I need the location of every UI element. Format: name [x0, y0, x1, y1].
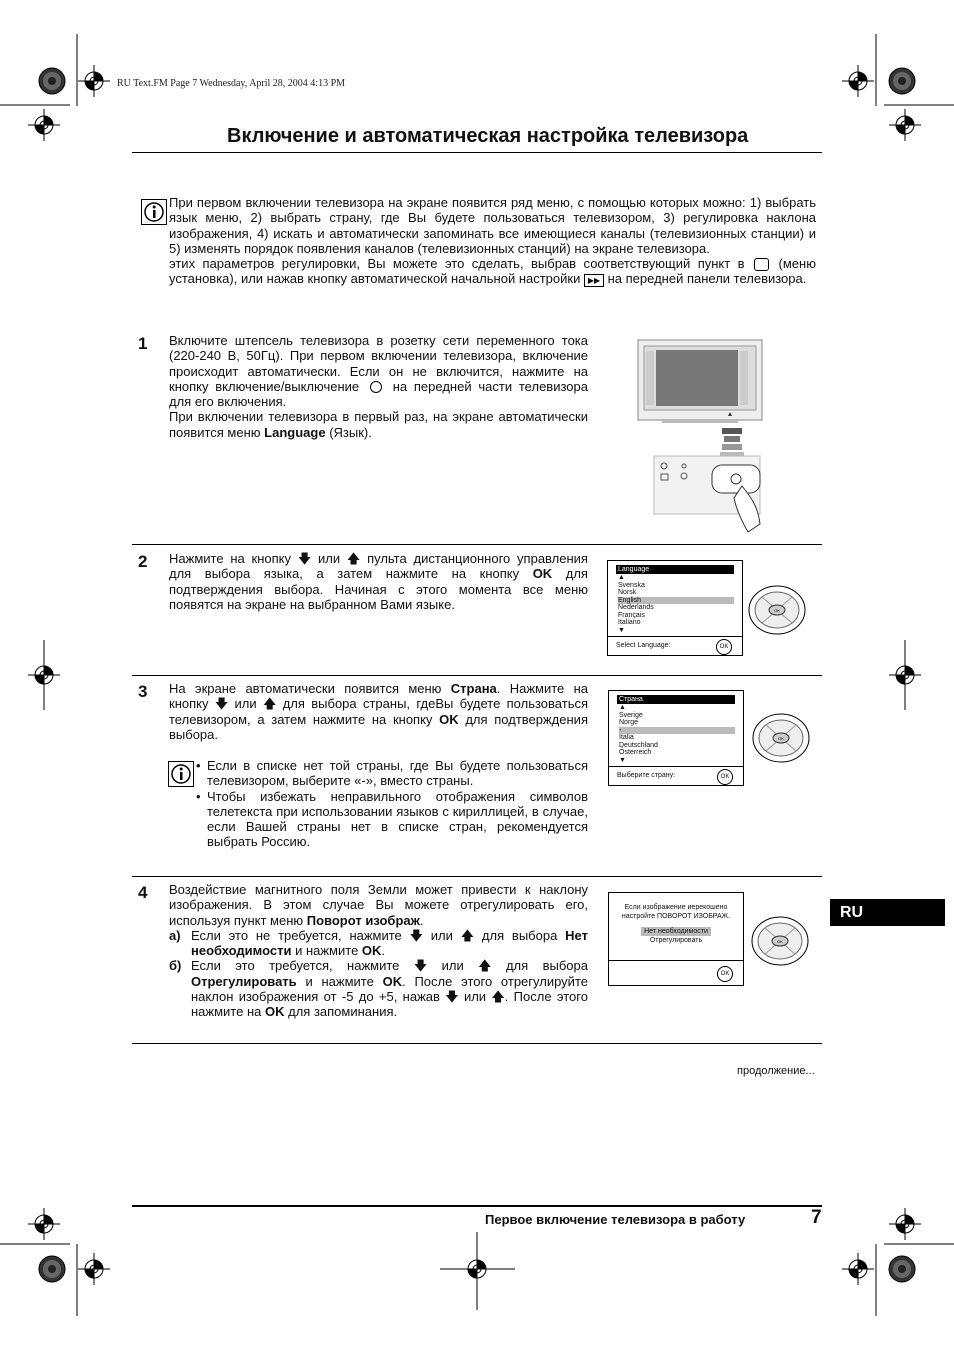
remote-dpad-icon	[751, 916, 809, 966]
language-menu-footer: Select Language: OK	[608, 636, 742, 655]
arrow-down-icon: 🡇	[214, 696, 229, 712]
rotation-menu-screen	[608, 892, 744, 986]
step-4-number: 4	[138, 883, 148, 902]
section-rule-1	[132, 544, 822, 545]
info-icon	[141, 199, 167, 225]
language-option: Nederlands	[618, 604, 654, 611]
country-menu-header: Страна	[617, 695, 735, 704]
language-tab-ru: RU	[830, 899, 945, 926]
arrow-up-icon: 🡅	[346, 551, 361, 566]
remote-ok-label: OK	[777, 939, 783, 944]
page-title: Включение и автоматическая настройка телевизора	[227, 125, 749, 147]
title-rule	[132, 152, 822, 153]
intro-text: При первом включении телевизора на экране появится ряд меню, с помощью которых можно: 1) выбрать язык меню, 2) выбрать страну, где Вы будете пользоваться телевизором, 3) регулировка наклона изображения, 4) искать и автоматически запоминать все имеющиеся каналы (телевизионных станции) и 5) изменять порядок появления каналов (телевизионных станций) на экране телевизора. этих параметров регулировки, Вы можете это сделать, выбрав соответствующий пункт в (меню установка), или нажав кнопку автоматической начальной настройки ▶▶ на передней панели телевизора.	[169, 195, 816, 287]
step-2-number: 2	[138, 552, 148, 571]
tv-illustration	[636, 338, 766, 533]
arrow-down-icon: 🡇	[413, 958, 428, 974]
auto-setup-icon: ▶▶	[584, 274, 604, 287]
remote-dpad-icon	[748, 585, 806, 635]
language-option-selected: English	[618, 597, 734, 605]
scroll-up-icon: ▲	[619, 704, 626, 711]
footer-rule	[132, 1205, 822, 1207]
rotation-option-selected: Нет необходимости	[641, 927, 711, 936]
language-option: Français	[618, 611, 645, 619]
remote-ok-label: OK	[774, 608, 780, 613]
remote-ok-label: OK	[778, 736, 784, 741]
rotation-menu-message: Если изображение иерекошено настройте ПОВОРОТ ИЗОБРАЖ.	[621, 904, 731, 920]
ok-icon: OK	[717, 769, 733, 785]
continued-label: продолжение...	[737, 1065, 815, 1077]
framemaker-header: RU Text.FM Page 7 Wednesday, April 28, 2004 4:13 PM	[117, 78, 346, 89]
info-icon	[168, 761, 194, 787]
language-menu-header: Language	[616, 565, 734, 574]
country-option: Italia	[619, 734, 634, 741]
arrow-down-icon: 🡇	[297, 551, 312, 566]
arrow-up-icon: 🡅	[263, 696, 277, 712]
language-option: Italiano	[618, 619, 641, 626]
scroll-up-icon: ▲	[618, 574, 625, 581]
remote-dpad-icon	[752, 713, 810, 763]
country-option-selected: -	[619, 727, 735, 735]
step-3-number: 3	[138, 682, 148, 701]
step-4-text: Воздействие магнитного поля Земли может привести к наклону изображения. В этом случае Вы можете отрегулировать его, используя пункт меню Поворот изображ. а) Если это не требуется, нажмите 🡇 или 🡅 для выбора Нет необходимости и нажмите OK. б) Если это требуется, нажмите 🡇 или 🡅 для выбора Отрегулировать и нажмите OK. После этого отрегулируйте наклон изображения от -5 до +5, нажав 🡇 или 🡅. После этого нажмите на OK для запоминания.	[169, 882, 588, 1020]
power-icon	[370, 381, 382, 393]
footer-section-title: Первое включение телевизора в работу	[485, 1212, 746, 1227]
country-option: Norge	[619, 719, 639, 726]
arrow-down-icon: 🡇	[445, 989, 459, 1005]
step-1-text: Включите штепсель телевизора в розетку сети переменного тока (220-240 В, 50Гц). При первом включении телевизора, включение происходит автоматически. Если он не включится, нажмите на кнопку включение/выключение на передней части телевизора для его включения. При включении телевизора в первый раз, на экране автоматически появится меню Language (Язык).	[169, 333, 588, 440]
language-menu-screen	[607, 560, 743, 656]
country-menu-footer: Выберите страну: OK	[609, 766, 743, 785]
language-option: Norsk	[618, 589, 637, 596]
page-number: 7	[811, 1207, 822, 1228]
setup-menu-icon	[754, 258, 769, 271]
rotation-option: Отрегулировать	[649, 937, 703, 944]
rotation-menu-footer	[609, 960, 743, 985]
ok-icon: OK	[716, 639, 732, 655]
country-menu-screen	[608, 690, 744, 786]
arrow-up-icon: 🡅	[491, 989, 505, 1005]
arrow-up-icon: 🡅	[460, 927, 475, 943]
step-3-text: На экране автоматически появится меню Страна. Нажмите на кнопку 🡇 или 🡅 для выбора страны, гдеВы будете пользоваться телевизором, а затем нажмите на кнопку OK для подтверждения выбора.	[169, 681, 589, 742]
country-option: Österreich	[619, 749, 652, 756]
step-3-notes: • Если в списке нет той страны, где Вы будете пользоваться телевизором, выберите «-», вместо страны. • Чтобы избежать неправильного отображения символов телетекста при использовании языков с кириллицей, в случае, если Вашей страны нет в списке стран, рекомендуется выбрать Россию.	[196, 758, 588, 850]
ok-icon: OK	[717, 966, 733, 982]
scroll-down-icon: ▼	[618, 626, 625, 634]
arrow-down-icon: 🡇	[409, 927, 423, 943]
step-1-number: 1	[138, 334, 148, 353]
scroll-down-icon: ▼	[619, 756, 626, 764]
section-rule-2	[132, 675, 822, 676]
country-option: Sverige	[619, 711, 643, 719]
arrow-up-icon: 🡅	[478, 958, 492, 974]
step-2-text: Нажмите на кнопку 🡇 или 🡅 пульта дистанционного управления для выбора языка, а затем нажмите на кнопку OK для подтверждения выбора. Начиная с этого момента все меню появятся на экране на выбранном Вами языке.	[169, 551, 588, 612]
section-rule-4	[132, 1043, 822, 1044]
country-option: Deutschland	[619, 741, 658, 749]
section-rule-3	[132, 876, 822, 877]
language-option: Svenska	[618, 581, 645, 589]
